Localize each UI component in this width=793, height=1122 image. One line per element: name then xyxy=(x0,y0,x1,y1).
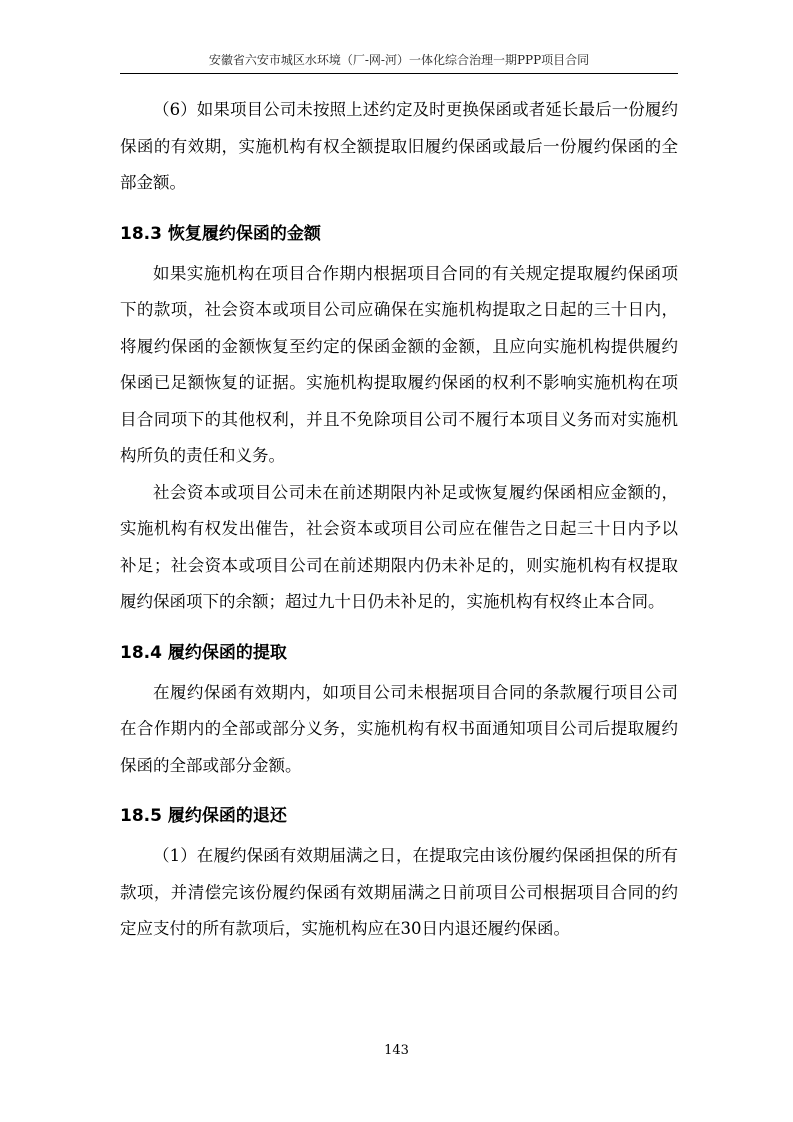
paragraph-bond-withdrawal: 在履约保函有效期内，如项目公司未根据项目合同的条款履行项目公司在合作期内的全部或部分义务，实施机构有权书面通知项目公司后提取履约保函的全部或部分金额。 xyxy=(120,682,678,775)
document-body xyxy=(120,92,678,948)
paragraph-restore-deadline: 社会资本或项目公司未在前述期限内补足或恢复履约保函相应金额的，实施机构有权发出催告，社会资本或项目公司应在催告之日起三十日内予以补足；社会资本或项目公司在前述期限内仍未补足的，则实施机构有权提取履约保函项下的余额；超过九十日仍未补足的，实施机构有权终止本合同。 xyxy=(120,482,678,611)
header-rule xyxy=(120,73,678,74)
page-header-title: 安徽省六安市城区水环境（厂-网-河）一体化综合治理一期PPP项目合同 xyxy=(208,53,590,67)
section-heading-18-4: 18.4 履约保函的提取 xyxy=(120,642,287,663)
section-heading-18-3: 18.3 恢复履约保函的金额 xyxy=(120,223,321,244)
section-heading-18-5: 18.5 履约保函的退还 xyxy=(120,806,287,826)
paragraph-6-performance-bond-replacement: （6）如果项目公司未按照上述约定及时更换保函或者延长最后一份履约保函的有效期，实施机构有权全额提取旧履约保函或最后一份履约保函的全部金额。 xyxy=(120,100,678,192)
page-number: 143 xyxy=(384,1043,409,1058)
paragraph-bond-return: （1）在履约保函有效期届满之日，在提取完由该份履约保函担保的所有款项，并清偿完该份履约保函有效期届满之日前项目公司根据项目合同的约定应支付的所有款项后，实施机构应在30日内退还履约保函。 xyxy=(120,846,678,938)
paragraph-restore-bond-amount: 如果实施机构在项目合作期内根据项目合同的有关规定提取履约保函项下的款项，社会资本或项目公司应确保在实施机构提取之日起的三十日内，将履约保函的金额恢复至约定的保函金额的金额，且应向实施机构提供履约保函已足额恢复的证据。实施机构提取履约保函的权利不影响实施机构在项目合同项下的其他权利，并且不免除项目公司不履行本项目义务而对实施机构所负的责任和义务。 xyxy=(120,263,678,465)
